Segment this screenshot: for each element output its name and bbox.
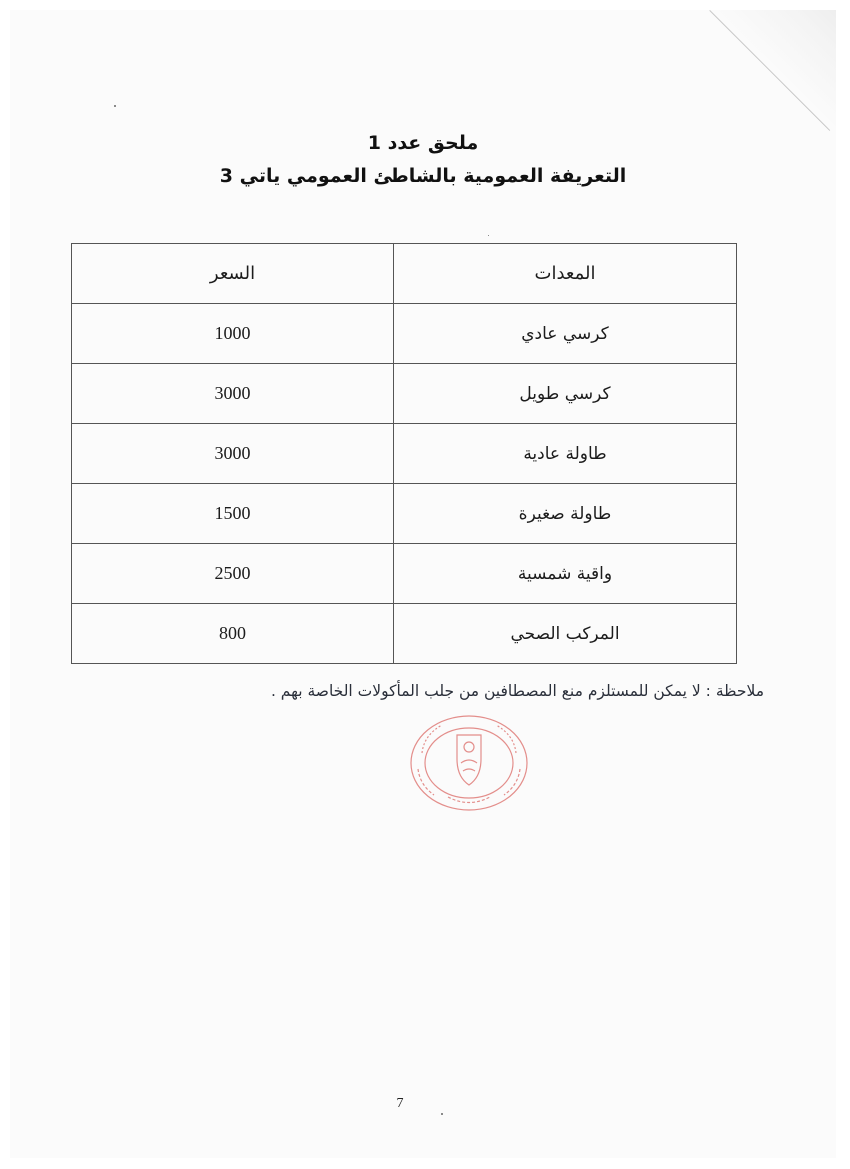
price-table	[71, 243, 737, 664]
table-row	[72, 484, 737, 544]
price-cell: 2500	[72, 544, 394, 604]
price-cell: 3000	[72, 424, 394, 484]
equipment-cell: واقية شمسية	[394, 544, 737, 604]
header-price: السعر	[72, 244, 394, 304]
scan-speck	[488, 235, 489, 236]
table-row	[72, 604, 737, 664]
price-cell: 3000	[72, 364, 394, 424]
document-page	[10, 10, 836, 1158]
equipment-cell: كرسي عادي	[394, 304, 737, 364]
note-text: ملاحظة : لا يمكن للمستلزم منع المصطافين من جلب المأكولات الخاصة بهم .	[270, 682, 764, 700]
page-number: 7	[396, 1096, 404, 1111]
price-cell: 800	[72, 604, 394, 664]
official-seal-icon	[408, 713, 530, 813]
equipment-cell: طاولة عادية	[394, 424, 737, 484]
tariff-title: التعريفة العمومية بالشاطئ العمومي ياتي 3	[219, 165, 627, 187]
table-row	[72, 304, 737, 364]
equipment-cell: المركب الصحي	[394, 604, 737, 664]
scan-speck	[114, 105, 116, 107]
annex-title: ملحق عدد 1	[367, 132, 479, 154]
table-row	[72, 544, 737, 604]
price-cell: 1500	[72, 484, 394, 544]
table-row	[72, 364, 737, 424]
header-equipment: المعدات	[394, 244, 737, 304]
table-row	[72, 424, 737, 484]
table-header-row	[72, 244, 737, 304]
price-cell: 1000	[72, 304, 394, 364]
scan-speck	[441, 1113, 443, 1115]
equipment-cell: طاولة صغيرة	[394, 484, 737, 544]
equipment-cell: كرسي طويل	[394, 364, 737, 424]
